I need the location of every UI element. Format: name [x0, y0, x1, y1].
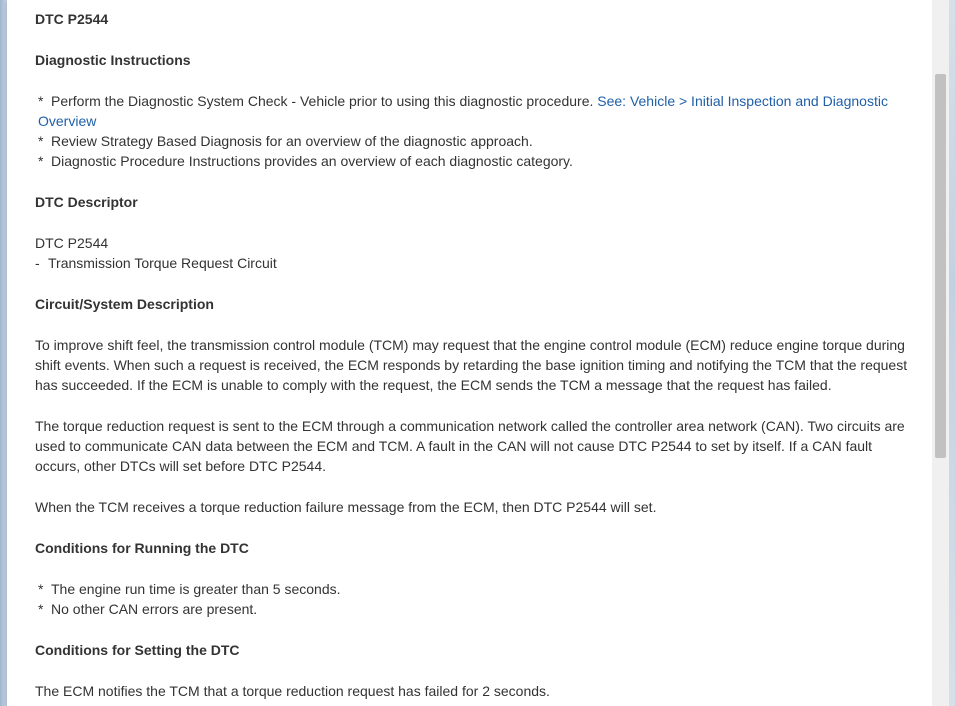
document-content — [35, 9, 921, 701]
section-heading-dtc-descriptor: DTC Descriptor — [35, 194, 138, 210]
circuit-paragraph: To improve shift feel, the transmission control module (TCM) may request that the engine control module (ECM) reduce engine torque during shift events. When such a request is received, the ECM responds by retarding the base ignition timing and notifying the TCM that the request has succeeded. If the ECM is unable to comply with the request, the ECM sends the TCM a message that the request has failed. — [35, 337, 908, 393]
list-item-text: Perform the Diagnostic System Check - Vehicle prior to using this diagnostic procedure. — [51, 93, 598, 109]
bullet-mark: * — [38, 93, 44, 109]
dash-mark: - — [35, 255, 40, 271]
scrollbar-thumb[interactable] — [935, 74, 946, 458]
list-item-text: The engine run time is greater than 5 seconds. — [51, 581, 341, 597]
list-item — [35, 91, 921, 131]
bullet-mark: * — [38, 153, 44, 169]
conditions-setting-text: The ECM notifies the TCM that a torque reduction request has failed for 2 seconds. — [35, 683, 550, 699]
bullet-mark: * — [38, 133, 44, 149]
list-item — [35, 131, 921, 151]
circuit-paragraph: The torque reduction request is sent to the ECM through a communication network called the controller area network (CAN). Two circuits are used to communicate CAN data between the ECM and TCM. A fault in the CAN will not cause DTC P2544 to set by itself. If a CAN fault occurs, other DTCs will set before DTC P2544. — [35, 418, 905, 474]
section-heading-diagnostic-instructions: Diagnostic Instructions — [35, 52, 191, 68]
list-item-text: No other CAN errors are present. — [51, 601, 258, 617]
section-heading-conditions-setting: Conditions for Setting the DTC — [35, 642, 240, 658]
dtc-description-line — [35, 253, 921, 273]
section-heading-conditions-running: Conditions for Running the DTC — [35, 540, 249, 556]
dtc-code: DTC P2544 — [35, 235, 109, 251]
vertical-scrollbar[interactable] — [932, 0, 949, 706]
list-item-text: Review Strategy Based Diagnosis for an overview of the diagnostic approach. — [51, 133, 533, 149]
page-title: DTC P2544 — [35, 11, 109, 27]
window-edge — [949, 0, 955, 706]
document-panel — [7, 0, 932, 706]
list-item — [35, 151, 921, 171]
bullet-mark: * — [38, 581, 44, 597]
list-item — [35, 579, 921, 599]
bullet-mark: * — [38, 601, 44, 617]
initial-inspection-link[interactable]: See: Vehicle > Initial Inspection and Diagnostic Overview — [38, 93, 888, 129]
list-item-text: Diagnostic Procedure Instructions provides an overview of each diagnostic category. — [51, 153, 573, 169]
list-item — [35, 599, 921, 619]
section-heading-circuit-description: Circuit/System Description — [35, 296, 214, 312]
circuit-paragraph: When the TCM receives a torque reduction failure message from the ECM, then DTC P2544 will set. — [35, 499, 657, 515]
dtc-description: Transmission Torque Request Circuit — [48, 255, 277, 271]
